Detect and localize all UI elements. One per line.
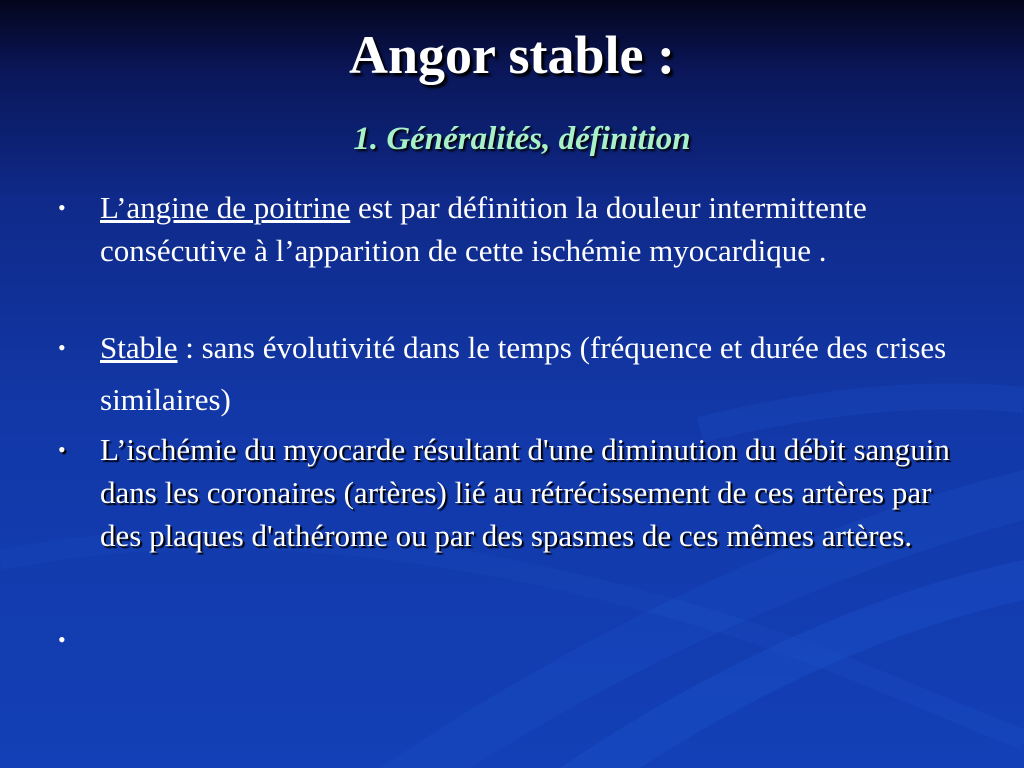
term-stable: Stable: [100, 330, 178, 365]
bullet-marker: •: [58, 437, 66, 462]
slide-subtitle: 1. Généralités, définition: [353, 121, 691, 157]
bullet-text: est par définition la douleur intermittente consécutive à l’apparition de cette ischémie myocardique .: [100, 190, 867, 268]
term-angine-de-poitrine: L’angine de poitrine: [100, 190, 351, 225]
bullet-marker: •: [58, 627, 66, 652]
bullet-text: L’ischémie du myocarde résultant d'une diminution du débit sanguin dans les coronaires (artères) lié au rétrécissement de ces artères par des plaques d'athérome ou par des spasmes de ces mêmes artères.: [100, 432, 950, 553]
bullet-marker: •: [58, 195, 66, 220]
bullet-item-angine: [58, 186, 950, 272]
bullet-item-ischemie: [58, 428, 950, 557]
slide-title: Angor stable :: [348, 25, 675, 85]
bullet-marker: •: [58, 335, 66, 360]
bullet-text: : sans évolutivité dans le temps (fréquence et durée des crises similaires): [100, 330, 947, 417]
bullet-item-stable: [58, 322, 950, 426]
